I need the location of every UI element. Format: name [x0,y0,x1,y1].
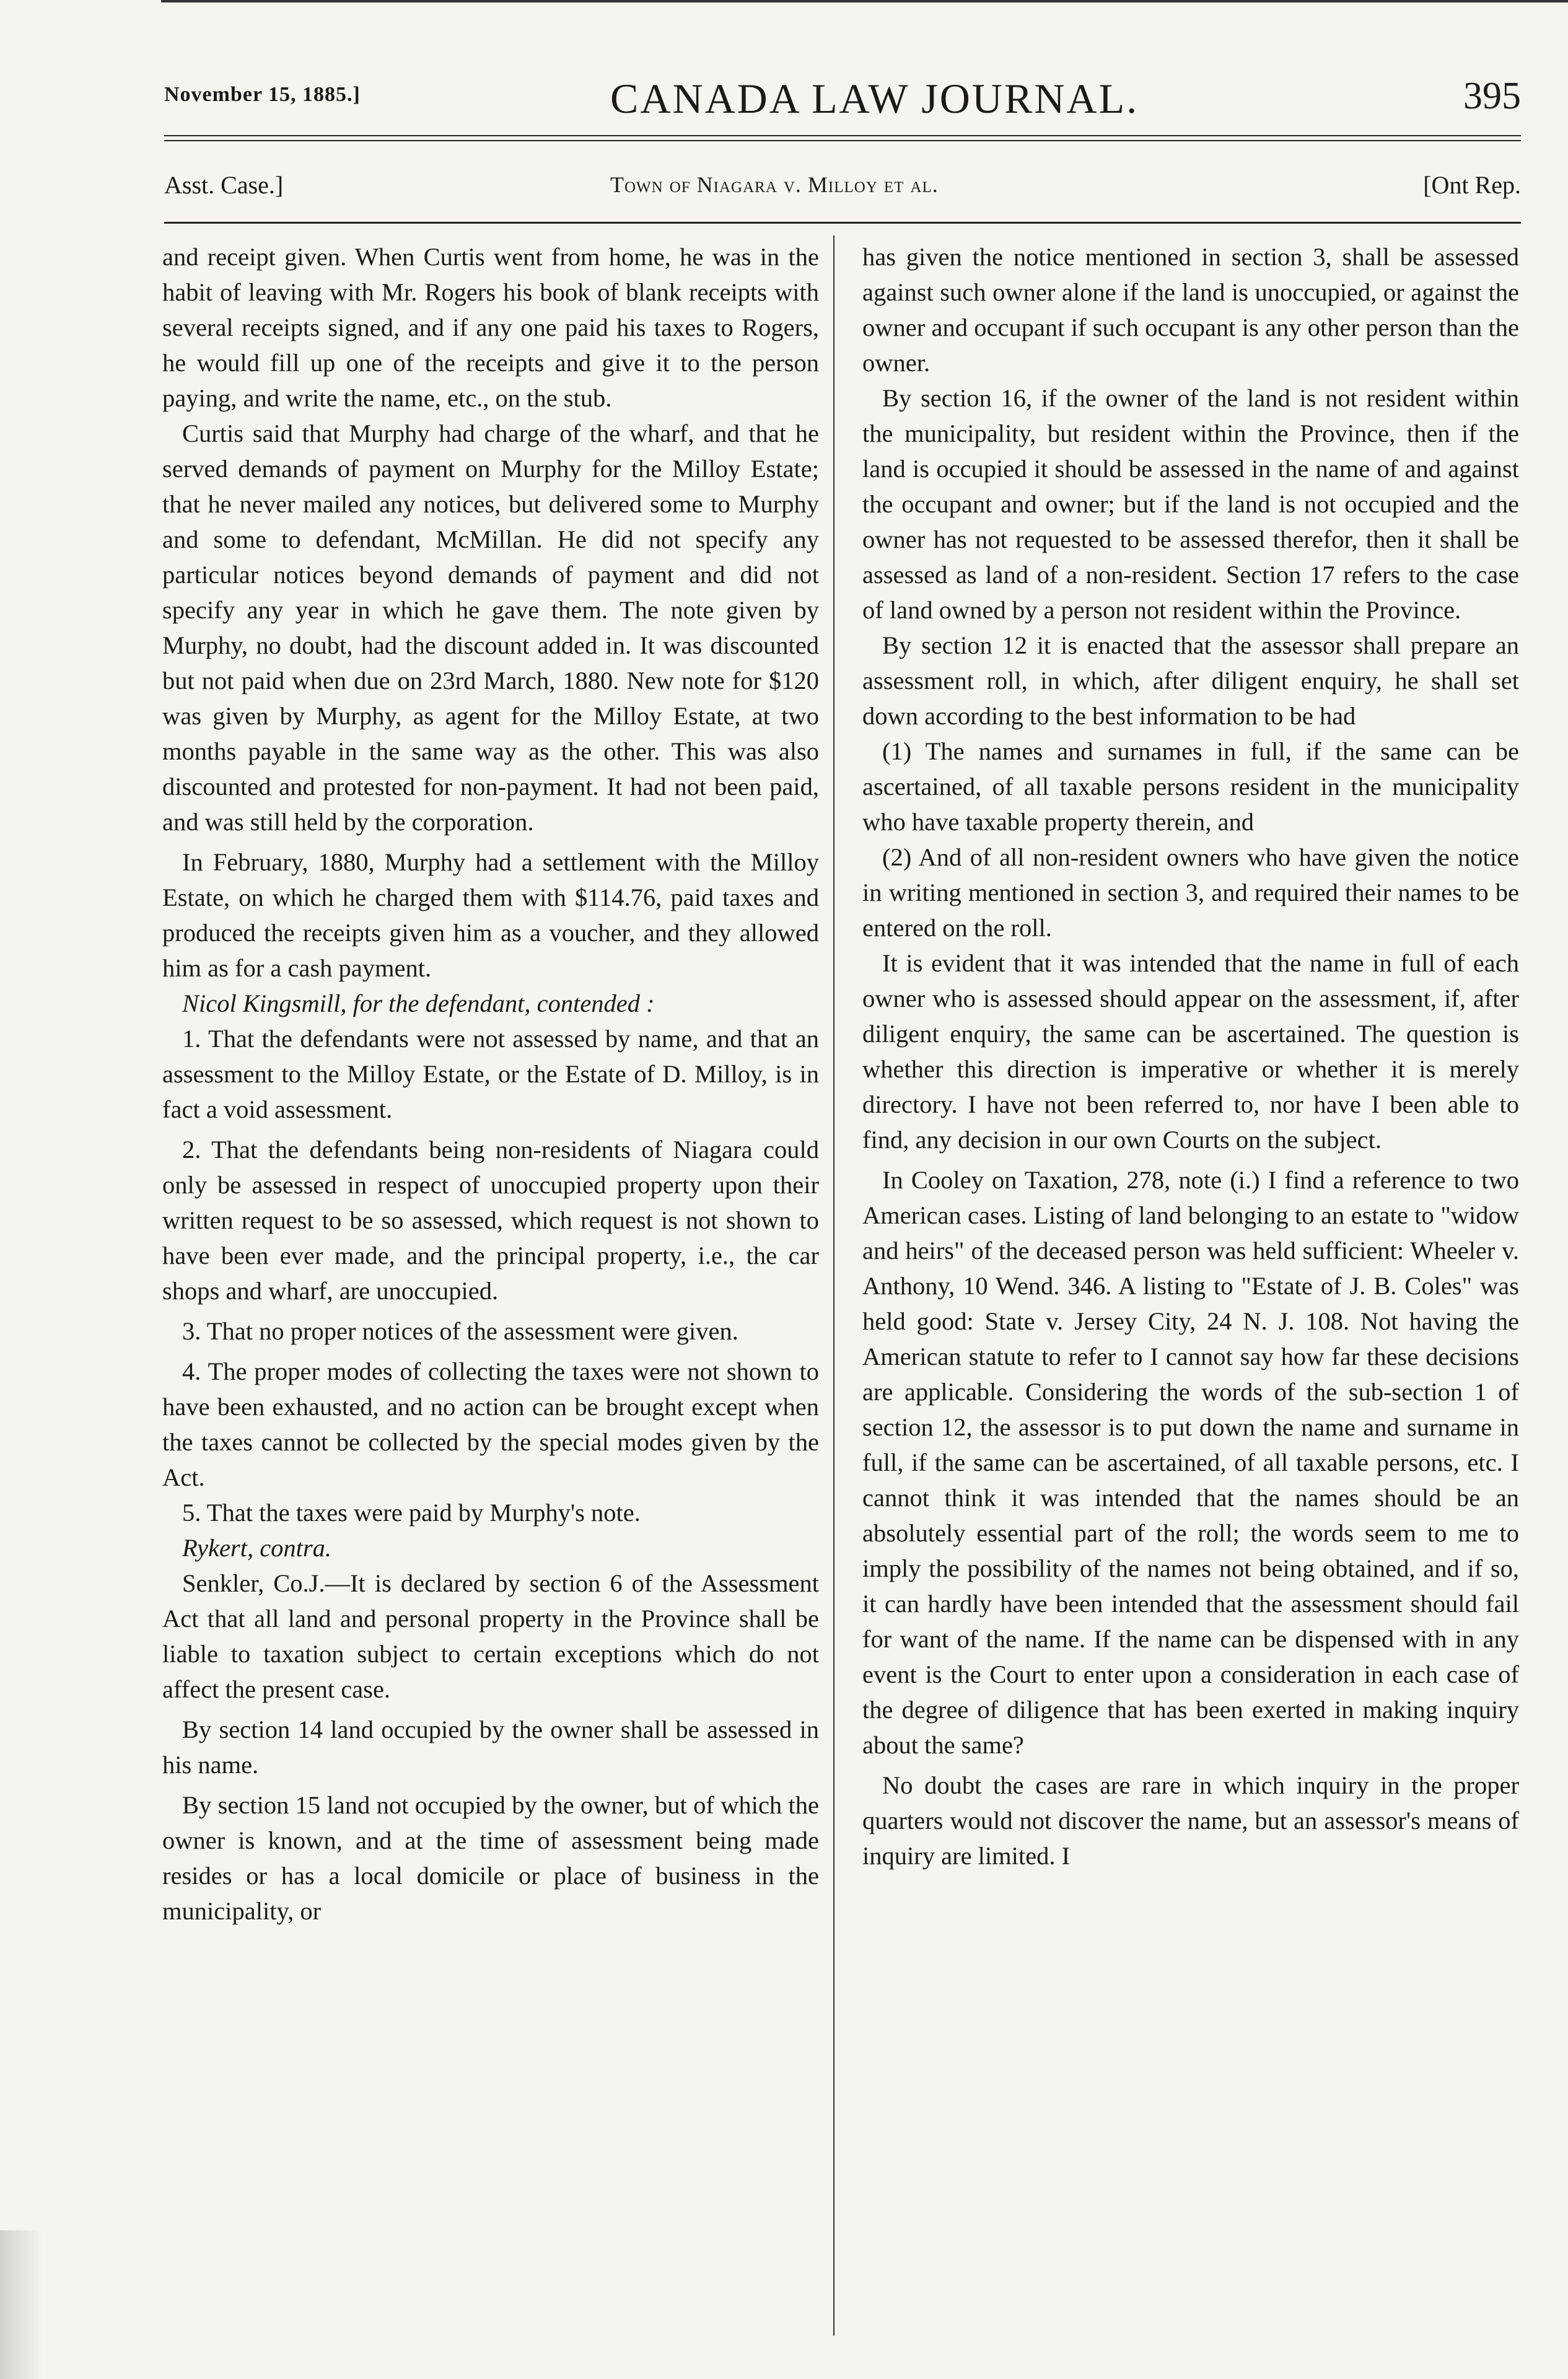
paragraph: By section 14 land occupied by the owner shall be assessed in his name. [162,1715,819,1779]
paragraph: 5. That the taxes were paid by Murphy's note. [182,1499,641,1527]
left-column [162,239,819,1929]
journal-title: CANADA LAW JOURNAL. [610,75,1139,122]
header-double-rule [164,135,1521,141]
case-header [164,170,1521,214]
paragraph: 3. That no proper notices of the assessment were given. [182,1317,738,1345]
running-header [164,74,1521,130]
section-right-label: [Ont Rep. [1423,171,1521,199]
paragraph: has given the notice mentioned in section 3, shall be assessed against such owner alone if the land is unoccupied, or against the owner and occupant if such occupant is any other person than the owner. [862,243,1519,377]
paragraph: By section 12 it is enacted that the assessor shall prepare an assessment roll, in which, after diligent enquiry, he shall set down according to the best information to be had [862,631,1519,730]
case-title: Town of Niagara v. Milloy et al. [610,172,939,197]
case-header-rule [164,222,1521,224]
paragraph: By section 16, if the owner of the land is not resident within the municipality, but resident within the Province, then if the land is occupied it should be assessed in the name of and against the occupant and owner; but if the land is not occupied and the owner has not requested to be assessed therefor, then it shall be assessed as land of a non-resident. Section 17 refers to the case of land owned by a person not resident within the Province. [862,384,1519,624]
paragraph: Senkler, Co.J.—It is declared by section 6 of the Assessment Act that all land and personal property in the Province shall be liable to taxation subject to certain exceptions which do not affect the present case. [162,1569,819,1703]
paragraph: It is evident that it was intended that the name in full of each owner who is assessed should appear on the assessment, if, after diligent enquiry, the same can be ascertained. The question is whether this direction is imperative or whether it is merely directory. I have not been referred to, nor have I been able to find, any decision in our own Courts on the subject. [862,949,1519,1154]
paragraph: No doubt the cases are rare in which inquiry in the proper quarters would not discover the name, but an assessor's means of inquiry are limited. I [862,1771,1519,1870]
paragraph: (2) And of all non-resident owners who have given the notice in writing mentioned in section 3, and required their names to be entered on the roll. [862,843,1519,942]
paragraph: and receipt given. When Curtis went from home, he was in the habit of leaving with Mr. Rogers his book of blank receipts with several receipts signed, and if any one paid his taxes to Rogers, he would fill up one of the receipts and give it to the person paying, and write the name, etc., on the stub. [162,243,819,412]
paragraph: By section 15 land not occupied by the owner, but of which the owner is known, and at the time of assessment being made resides or has a local domicile or place of business in the municipality, or [162,1791,819,1925]
paragraph: In February, 1880, Murphy had a settlement with the Milloy Estate, on which he charged them with $114.76, paid taxes and produced the receipts given him as a voucher, and they allowed him as for a cash payment. [162,848,819,982]
paragraph: 1. That the defendants were not assessed by name, and that an assessment to the Milloy Estate, or the Estate of D. Milloy, is in fact a void assessment. [162,1025,819,1123]
paragraph: Curtis said that Murphy had charge of the wharf, and that he served demands of payment on Murphy for the Milloy Estate; that he never mailed any notices, but delivered some to Murphy and some to defendant, McMillan. He did not specify any particular notices beyond demands of payment and did not specify any year in which he gave them. The note given by Murphy, no doubt, had the discount added in. It was discounted but not paid when due on 23rd March, 1880. New note for $120 was given by Murphy, as agent for the Milloy Estate, at two months payable in the same way as the other. This was also discounted and protested for non-payment. It had not been paid, and was still held by the corporation. [162,419,819,836]
scan-edge-shadow [0,2230,43,2379]
paragraph: 2. That the defendants being non-residents of Niagara could only be assessed in respect of unoccupied property upon their written request to be so assessed, which request is not shown to have been ever made, and the principal property, i.e., the car shops and wharf, are unoccupied. [162,1136,819,1305]
paragraph: In Cooley on Taxation, 278, note (i.) I find a reference to two American cases. Listing of land belonging to an estate to "widow and heirs" of the deceased person was held sufficient: Wheeler v. Anthony, 10 Wend. 346. A listing to "Estate of J. B. Coles" was held good: State v. Jersey City, 24 N. J. 108. Not having the American statute to refer to I cannot say how far these decisions are applicable. Considering the words of the sub-section 1 of section 12, the assessor is to put down the name and surname in full, if the same can be ascertained, of all taxable persons, etc. I cannot think it was intended that the names should be an absolutely essential part of the roll; the words seem to me to imply the possibility of the names not being obtained, and if so, it can hardly have been intended that the assessment should fail for want of the name. If the name can be dispensed with in any event is the Court to enter upon a consideration in each case of the degree of diligence that has been exerted in making inquiry about the same? [862,1166,1519,1759]
top-edge-rule [161,0,1568,2]
right-column [862,239,1519,1873]
paragraph: (1) The names and surnames in full, if the same can be ascertained, of all taxable persons resident in the municipality who have taxable property therein, and [862,737,1519,836]
issue-date: November 15, 1885.] [164,83,361,106]
paragraph: 4. The proper modes of collecting the taxes were not shown to have been exhausted, and no action can be brought except when the taxes cannot be collected by the special modes given by the Act. [162,1357,819,1491]
paragraph: Rykert, contra. [182,1534,332,1562]
section-left-label: Asst. Case.] [164,171,284,199]
column-divider [833,235,834,2336]
paragraph: Nicol Kingsmill, for the defendant, contended : [182,989,655,1017]
page-number: 395 [1463,75,1521,117]
